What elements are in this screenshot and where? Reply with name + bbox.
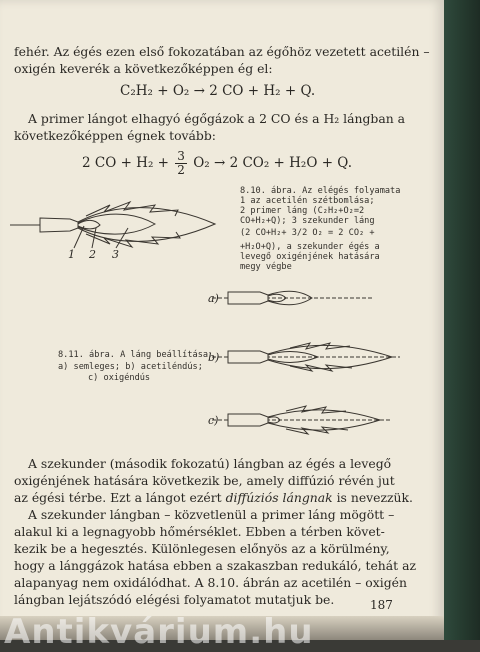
figure-8-11-b — [212, 343, 400, 371]
para4-line4: hogy a lánggázok hatása ebben a szakaszban redukáló, tehát az — [14, 558, 417, 573]
para3-line3 — [14, 490, 413, 506]
para1-line1: fehér. Az égés ezen első fokozatában az égőhöz vezetett acetilén – — [14, 44, 430, 59]
para1-line2: oxigén keverék a következőképpen ég el: — [14, 61, 273, 76]
fig810-caption-line: levegő oxigénjének hatására — [240, 252, 380, 262]
figure-8-11-a — [212, 291, 372, 305]
figure-8-10-drawing — [10, 202, 215, 248]
fig810-label-3: 3 — [112, 248, 119, 261]
fig810-caption-line: 1 az acetilén szétbomlása; — [240, 196, 375, 206]
fig810-caption-line: +H₂O+Q), a szekunder égés a — [240, 242, 380, 252]
fraction-denominator: 2 — [177, 163, 185, 177]
fig810-caption-line: 8.10. ábra. Az elégés folyamata — [240, 186, 401, 196]
emphasis-diffusion-flame: diffúziós lángnak — [225, 490, 333, 505]
fig810-label-1: 1 — [68, 248, 75, 261]
para4-line5: alapanyag nem oxidálódhat. A 8.10. ábrán az acetilén – oxigén — [14, 575, 407, 590]
figure-8-11-c — [212, 406, 392, 434]
para3-line2: oxigénjének hatására következik be, amely diffúzió révén jut — [14, 473, 395, 488]
fig810-caption-line: megy végbe — [240, 262, 292, 272]
fig811-caption-line: 8.11. ábra. A láng beállítása — [58, 350, 209, 360]
page-number: 187 — [370, 598, 393, 612]
fig811-caption-line: a) semleges; b) acetiléndús; — [58, 362, 203, 372]
fig810-label-2: 2 — [89, 248, 96, 261]
para3-line3-text: az égési térbe. Ezt a lángot ezért diffúziós lángnak is nevezzük. — [14, 490, 413, 505]
para4-line3: kezik be a hegesztés. Különlegesen előnyös az a körülmény, — [14, 541, 390, 556]
outer-flame — [78, 208, 215, 242]
para4-line6: lángban lejátszódó elégési folyamatot mutatjuk be. — [14, 592, 335, 607]
flame-flicker-bottom — [86, 232, 180, 247]
formula-primary-flame: C₂H₂ + O₂ → 2 CO + H₂ + Q. — [120, 83, 316, 99]
fig810-caption-line: CO+H₂+Q); 3 szekunder láng — [240, 216, 375, 226]
para2-line1: A primer lángot elhagyó égőgázok a 2 CO és a H₂ lángban a — [28, 111, 406, 126]
formula2-left: 2 CO + H₂ + — [82, 155, 174, 171]
fig811-label-c: c) — [208, 414, 219, 427]
para2-line2: következőképpen égnek tovább: — [14, 128, 216, 143]
fig810-caption-line: (2 CO+H₂+ 3/2 O₂ = 2 CO₂ + — [240, 228, 375, 238]
fig811-caption-line: c) oxigéndús — [88, 373, 151, 383]
watermark: Antikvárium.hu — [4, 612, 314, 652]
fig811-label-a: a) — [208, 292, 219, 305]
book-spine — [444, 0, 480, 640]
fig811-label-b: b) — [208, 351, 220, 364]
para4-line2: alakul ki a legnagyobb hőmérséklet. Ebben a térben követ- — [14, 524, 385, 539]
formula2-right: O₂ → 2 CO₂ + H₂O + Q. — [188, 155, 352, 171]
para3-line1: A szekunder (második fokozatú) lángban az égés a levegő — [28, 456, 392, 471]
para4-line1: A szekunder lángban – közvetlenül a primer láng mögött – — [28, 507, 395, 522]
torch-nozzle — [40, 218, 78, 232]
fig810-caption-line: 2 primer láng (C₂H₂+O₂=2 — [240, 206, 365, 216]
fraction-numerator: 3 — [177, 149, 185, 163]
